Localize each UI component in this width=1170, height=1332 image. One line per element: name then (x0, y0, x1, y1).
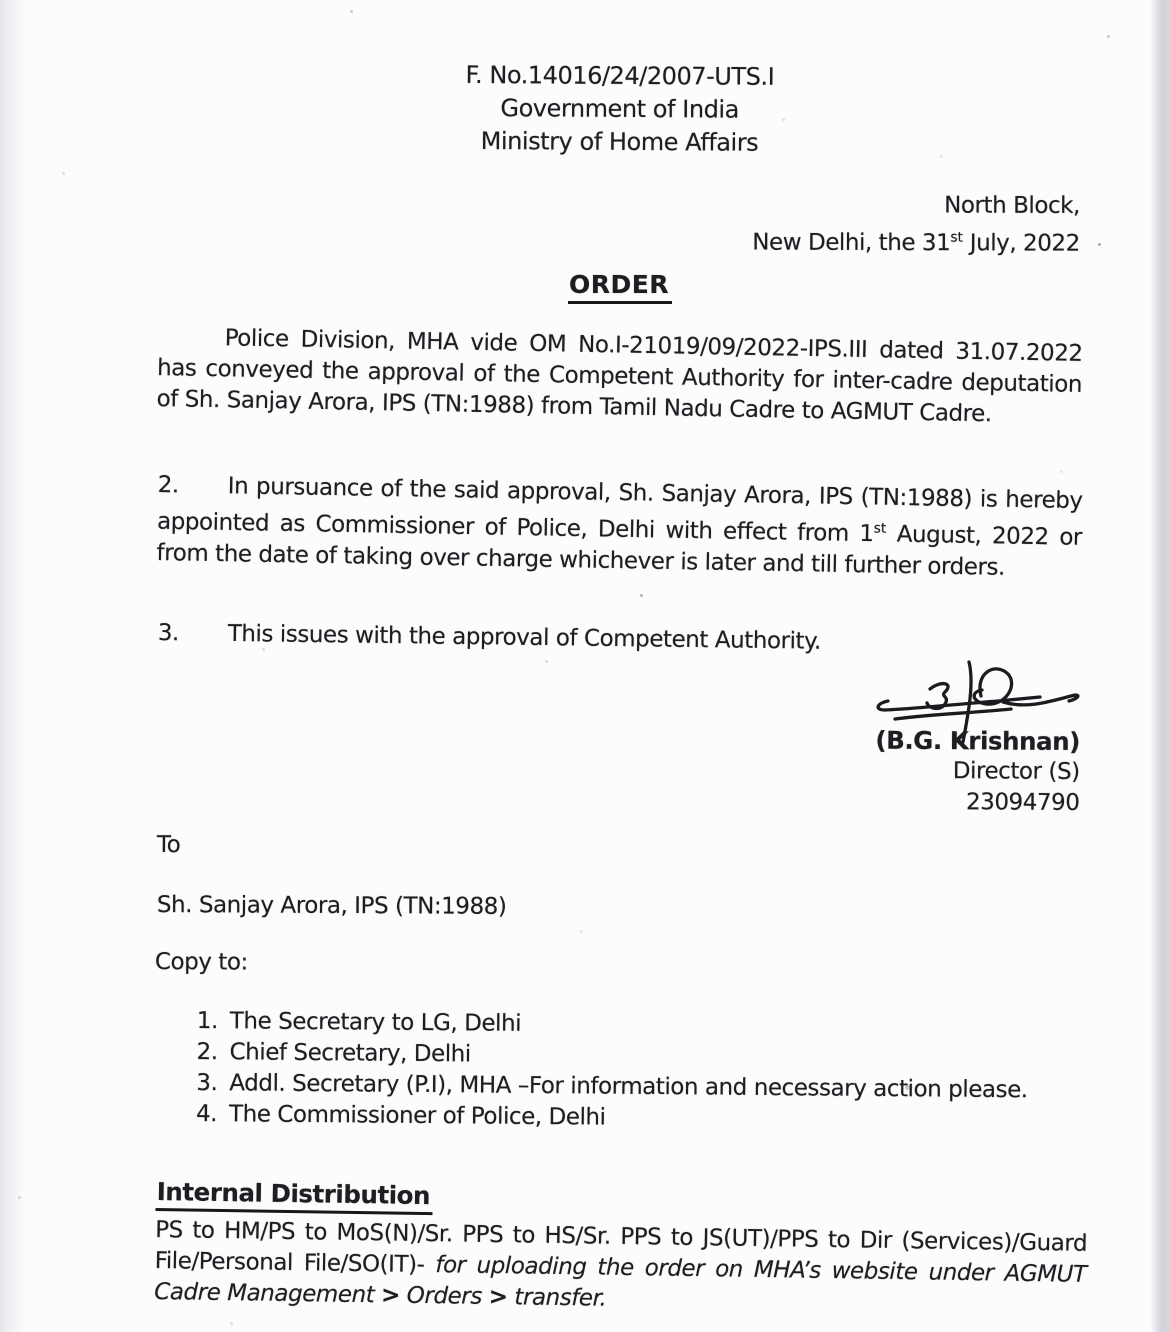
copy-item-text: The Commissioner of Police, Delhi (228, 1101, 606, 1131)
paragraph-2-text: In pursuance of the said approval, Sh. Sanjay Arora, IPS (TN:1988) is hereby appointed as Commissioner of Police, Delhi with effect from 1 (156, 473, 1083, 548)
place-line: North Block, (944, 192, 1080, 219)
date-text-suffix: July, 2022 (962, 230, 1080, 257)
copy-item-text: Addl. Secretary (P.I), MHA –For information and necessary action please. (229, 1070, 1028, 1104)
distribution-list-text: PS to HM/PS to MoS(N)/Sr. PPS to HS/Sr. PPS to JS(UT)/PPS to Dir (Services)/Guard File/Personal File/SO(IT)- (154, 1216, 1088, 1279)
order-title: ORDER (568, 269, 672, 304)
copy-to-list (196, 1006, 1083, 1138)
signatory-designation: Director (S) (952, 758, 1080, 785)
signatory-name: (B.G. Krishnan) (875, 725, 1080, 756)
scan-noise-speckles (0, 0, 3, 3)
paragraph-2 (156, 470, 1083, 585)
paragraph-2-text-cont: August, 2022 or from the date of taking over charge whichever is later and till further orders. (156, 521, 1083, 581)
dateline (580, 188, 1080, 259)
internal-distribution-heading: Internal Distribution (155, 1176, 433, 1215)
order-title-wrap (150, 269, 1090, 304)
scan-right-edge (1150, 0, 1170, 1332)
paragraph-2-ordinal-superscript: st (873, 520, 887, 537)
org-name: Government of India (500, 94, 739, 124)
internal-distribution-section (154, 1176, 1088, 1322)
distribution-italic-note: for uploading the order on MHA’s website under AGMUT Cadre Management (154, 1252, 1087, 1309)
ministry-name: Ministry of Home Affairs (480, 127, 759, 157)
copy-item-number: 4. (195, 1100, 218, 1128)
addressee-name: Sh. Sanjay Arora, IPS (TN:1988) (156, 892, 507, 920)
file-number: F. No.14016/24/2007-UTS.I (465, 60, 775, 91)
copy-to-label: Copy to: (154, 949, 248, 976)
date-ordinal-superscript: st (950, 229, 963, 246)
signatory-block (689, 723, 1080, 819)
date-line (580, 220, 1080, 259)
copy-item-number: 1. (196, 1007, 219, 1035)
internal-distribution-text (154, 1215, 1087, 1322)
scan-left-edge (0, 0, 26, 1332)
breadcrumb-separator: > (488, 1283, 508, 1311)
copy-item-number: 3. (196, 1069, 218, 1097)
paragraph-2-number: 2. (157, 471, 180, 499)
copy-item-text: The Secretary to LG, Delhi (229, 1008, 522, 1037)
paragraph-3-text: This issues with the approval of Competent Authority. (227, 620, 821, 655)
to-label: To (156, 832, 181, 859)
copy-item-number: 2. (196, 1038, 218, 1066)
paragraph-3-number: 3. (157, 619, 180, 647)
breadcrumb-separator: > (380, 1282, 401, 1309)
letterhead (149, 57, 1090, 162)
date-text: New Delhi, the 31 (752, 229, 951, 257)
signatory-phone: 23094790 (965, 789, 1080, 816)
distribution-italic-transfer: transfer. (507, 1284, 607, 1312)
paragraph-1: Police Division, MHA vide OM No.I-21019/09/2022-IPS.III dated 31.07.2022 has conveyed the approval of the Competent Authority for inter-cadre deputation of Sh. Sanjay Arora, IPS (TN:1988) from Tamil Nadu Cadre to AGMUT Cadre. (156, 325, 1083, 428)
copy-item-text: Chief Secretary, Delhi (229, 1039, 471, 1068)
distribution-italic-orders: Orders (399, 1282, 489, 1310)
